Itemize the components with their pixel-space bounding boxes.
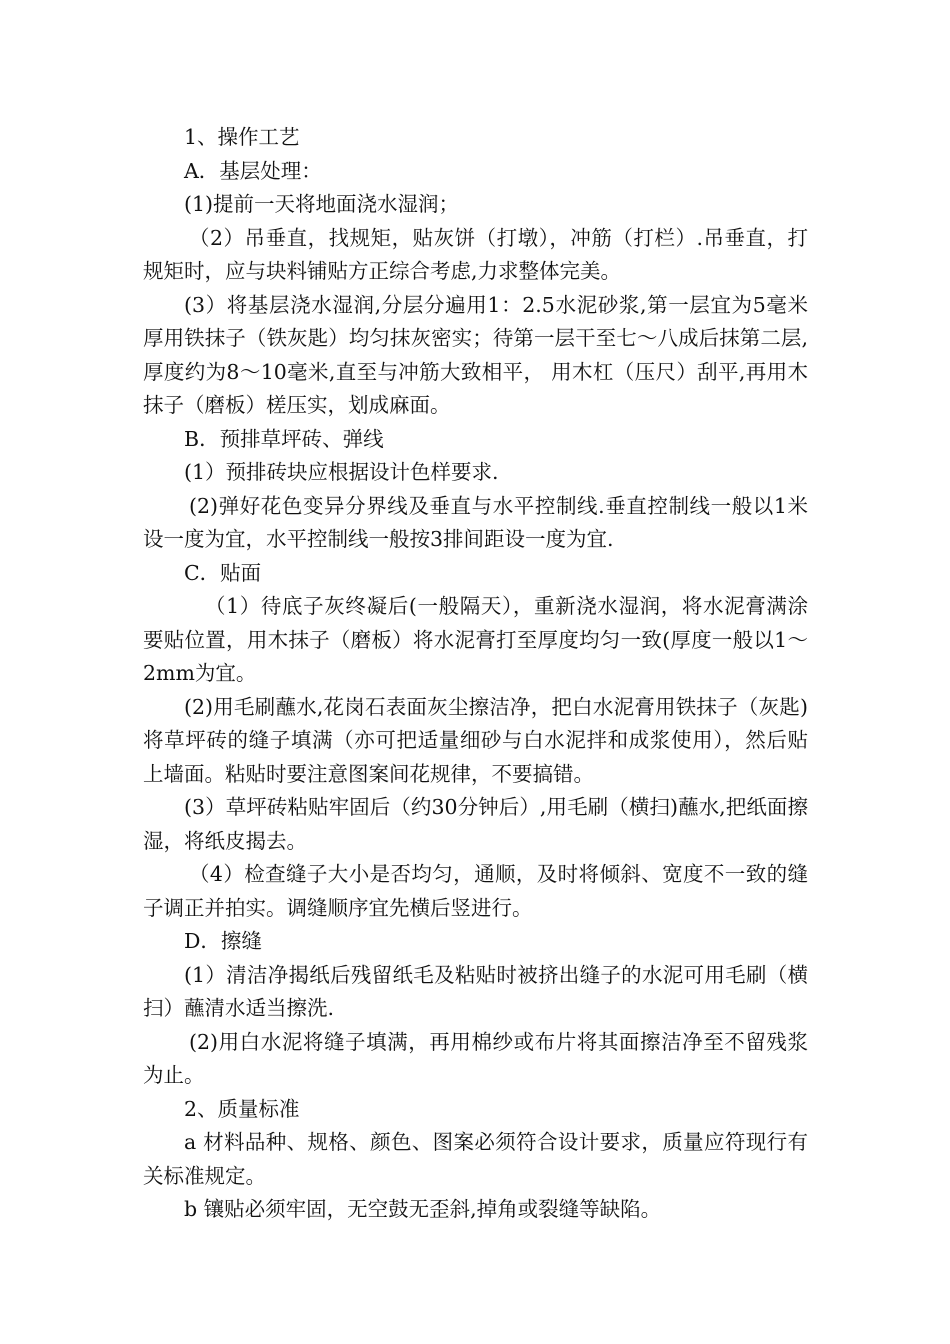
paragraph-control-lines: (2)弹好花色变异分界线及垂直与水平控制线.垂直控制线一般以1米设一度为宜，水平控制线一般按3排间距设一度为宜. (143, 493, 808, 551)
paragraph-layered-mortar: (3）将基层浇水湿润,分层分遍用1：2.5水泥砂浆,第一层宜为5毫米厚用铁抹子（铁灰匙）均匀抹灰密实；待第一层干至七～八成后抹第二层,厚度约为8～10毫米,直至与冲筋大致相平， 用木杠（压尺）刮平,再用木抹子（磨板）槎压实，划成麻面。 (143, 292, 808, 417)
paragraph-fill-joints: (2)用毛刷蘸水,花岗石表面灰尘擦洁净，把白水泥膏用铁抹子（灰匙)将草坪砖的缝子填满（亦可把适量细砂与白水泥拌和成浆使用），然后贴上墙面。粘贴时要注意图案间花规律，不要搞错。 (143, 694, 808, 786)
subheading-facing: C．贴面 (184, 560, 262, 585)
subheading-joint-wiping: D．擦缝 (184, 929, 262, 953)
paragraph-cement-paste: （1）待底子灰终凝后(一般隔天），重新浇水湿润，将水泥膏满涂要贴位置，用木抹子（磨板）将水泥膏打至厚度均匀一致(厚度一般以1～2mm为宜。 (143, 594, 808, 685)
subheading-layout-lines: B．预排草坪砖、弹线 (184, 426, 384, 451)
paragraph-prearrange-bricks: (1）预排砖块应根据设计色样要求. (184, 460, 499, 484)
paragraph-plumb-level: （2）吊垂直，找规矩，贴灰饼（打墩），冲筋（打栏）.吊垂直，打规矩时，应与块料铺贴方正综合考虑,力求整体完美。 (143, 225, 808, 283)
section-heading-quality-standard: 2、质量标准 (184, 1096, 300, 1121)
paragraph-wet-ground: (1)提前一天将地面浇水湿润； (184, 192, 460, 216)
paragraph-clean-residue: (1）清洁净揭纸后残留纸毛及粘贴时被挤出缝子的水泥可用毛刷（横扫）蘸清水适当擦洗. (143, 962, 808, 1020)
paragraph-materials-requirement: a 材料品种、规格、颜色、图案必须符合设计要求，质量应符现行有关标准规定。 (143, 1130, 808, 1188)
paragraph-remove-paper: (3）草坪砖粘贴牢固后（约30分钟后）,用毛刷（横扫)蘸水,把纸面擦湿，将纸皮揭去。 (143, 795, 808, 853)
document-body (143, 121, 808, 1227)
paragraph-white-cement: (2)用白水泥将缝子填满，再用棉纱或布片将其面擦洁净至不留残浆为止。 (143, 1029, 808, 1087)
paragraph-check-joints: （4）检查缝子大小是否均匀，通顺，及时将倾斜、宽度不一致的缝子调正并拍实。调缝顺序宜先横后竖进行。 (143, 862, 808, 920)
paragraph-firm-installation: b 镶贴必须牢固，无空鼓无歪斜,掉角或裂缝等缺陷。 (184, 1197, 662, 1221)
subheading-base-treatment: A．基层处理： (184, 158, 322, 183)
section-heading-operation-process: 1、操作工艺 (184, 125, 300, 149)
